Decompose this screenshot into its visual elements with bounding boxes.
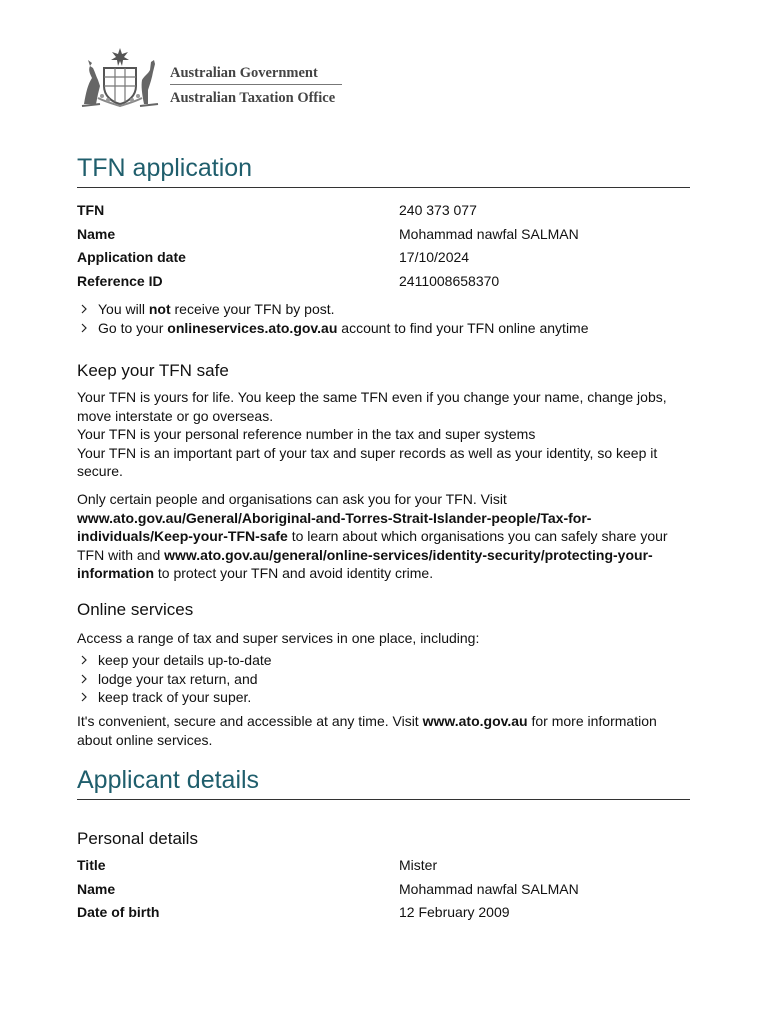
logo-divider: [170, 84, 342, 85]
date-of-birth-row: [77, 902, 690, 926]
keep-safe-intro: [77, 388, 677, 481]
keep-safe-paragraph: [77, 490, 677, 583]
online-services-link: onlineservices.ato.gov.au: [167, 319, 338, 336]
field-value: Mister: [399, 857, 438, 873]
tfn-summary-table: [77, 200, 690, 294]
tfn-notices: [77, 300, 690, 337]
field-value: 12 February 2009: [399, 904, 510, 920]
online-services-list: [77, 651, 690, 707]
online-services-intro: Access a range of tax and super services in one place, including:: [77, 630, 480, 646]
application-date-row: [77, 247, 690, 271]
online-services-heading: Online services: [77, 600, 194, 619]
keep-tfn-safe-link: www.ato.gov.au/General/Aboriginal-and-Torres-Strait-Islander-people/Tax-for-individuals/Keep-your-TFN-safe: [77, 509, 592, 544]
keep-safe-line: Your TFN is an important part of your tax and super records as well as your identity, so keep it secure.: [77, 444, 658, 479]
list-item-text: keep your details up-to-date: [98, 652, 272, 668]
list-item: [77, 670, 690, 689]
paragraph-text: for more information about online services.: [77, 713, 657, 748]
reference-id-row: [77, 271, 690, 295]
ato-website-link: www.ato.gov.au: [422, 713, 528, 729]
list-item: [77, 651, 690, 670]
list-item: [77, 300, 690, 319]
name-row: [77, 879, 690, 903]
keep-safe-heading: Keep your TFN safe: [77, 361, 229, 380]
field-value: Mohammad nawfal SALMAN: [399, 225, 579, 242]
chevron-right-icon: [79, 674, 89, 684]
notice-text: account to find your TFN online anytime: [337, 319, 589, 336]
notice-emphasis: not: [148, 301, 171, 317]
list-item: [77, 319, 690, 338]
personal-details-heading: Personal details: [77, 829, 198, 848]
paragraph-text: Only certain people and organisations can ask you for your TFN. Visit: [77, 491, 507, 507]
applicant-details-heading: Applicant details: [77, 765, 690, 800]
identity-security-link: www.ato.gov.au/general/online-services/identity-security/protecting-your-information: [77, 546, 653, 581]
field-value: 17/10/2024: [399, 249, 470, 265]
paragraph-text: It's convenient, secure and accessible at any time. Visit: [77, 713, 423, 729]
field-label: TFN: [77, 202, 105, 218]
page-title: TFN application: [77, 153, 690, 188]
gov-name: Australian Government: [170, 65, 318, 81]
notice-text: You will: [98, 301, 149, 317]
field-label: Date of birth: [77, 904, 160, 920]
list-item-text: lodge your tax return, and: [98, 670, 258, 687]
chevron-right-icon: [79, 304, 89, 314]
field-label: Name: [77, 880, 116, 897]
field-value: 240 373 077: [399, 202, 477, 218]
name-row: [77, 224, 690, 248]
field-label: Title: [77, 857, 106, 873]
coat-of-arms-icon: [78, 46, 162, 108]
field-label: Name: [77, 225, 116, 242]
online-services-outro: [77, 712, 677, 749]
field-label: Application date: [77, 249, 186, 265]
notice-text: receive your TFN by post.: [170, 301, 335, 317]
agency-name: Australian Taxation Office: [170, 90, 336, 106]
agency-logo: [78, 44, 340, 110]
title-row: [77, 855, 690, 879]
notice-text: Go to your: [98, 319, 168, 336]
paragraph-text: to protect your TFN and avoid identity crime.: [154, 565, 434, 581]
field-value: 2411008658370: [399, 272, 500, 289]
list-item-text: keep track of your super.: [98, 689, 252, 706]
chevron-right-icon: [79, 692, 89, 702]
chevron-right-icon: [79, 655, 89, 665]
list-item: [77, 688, 690, 707]
chevron-right-icon: [79, 323, 89, 333]
keep-safe-line: Your TFN is yours for life. You keep the same TFN even if you change your name, change jobs, move interstate or go overseas.: [77, 389, 667, 424]
field-value: Mohammad nawfal SALMAN: [399, 880, 579, 897]
paragraph-text: to learn about which organisations you can safely share your TFN with and: [77, 528, 668, 563]
personal-details-table: [77, 855, 690, 926]
keep-safe-line: Your TFN is your personal reference number in the tax and super systems: [77, 426, 536, 442]
field-label: Reference ID: [77, 272, 163, 289]
tfn-row: [77, 200, 690, 224]
